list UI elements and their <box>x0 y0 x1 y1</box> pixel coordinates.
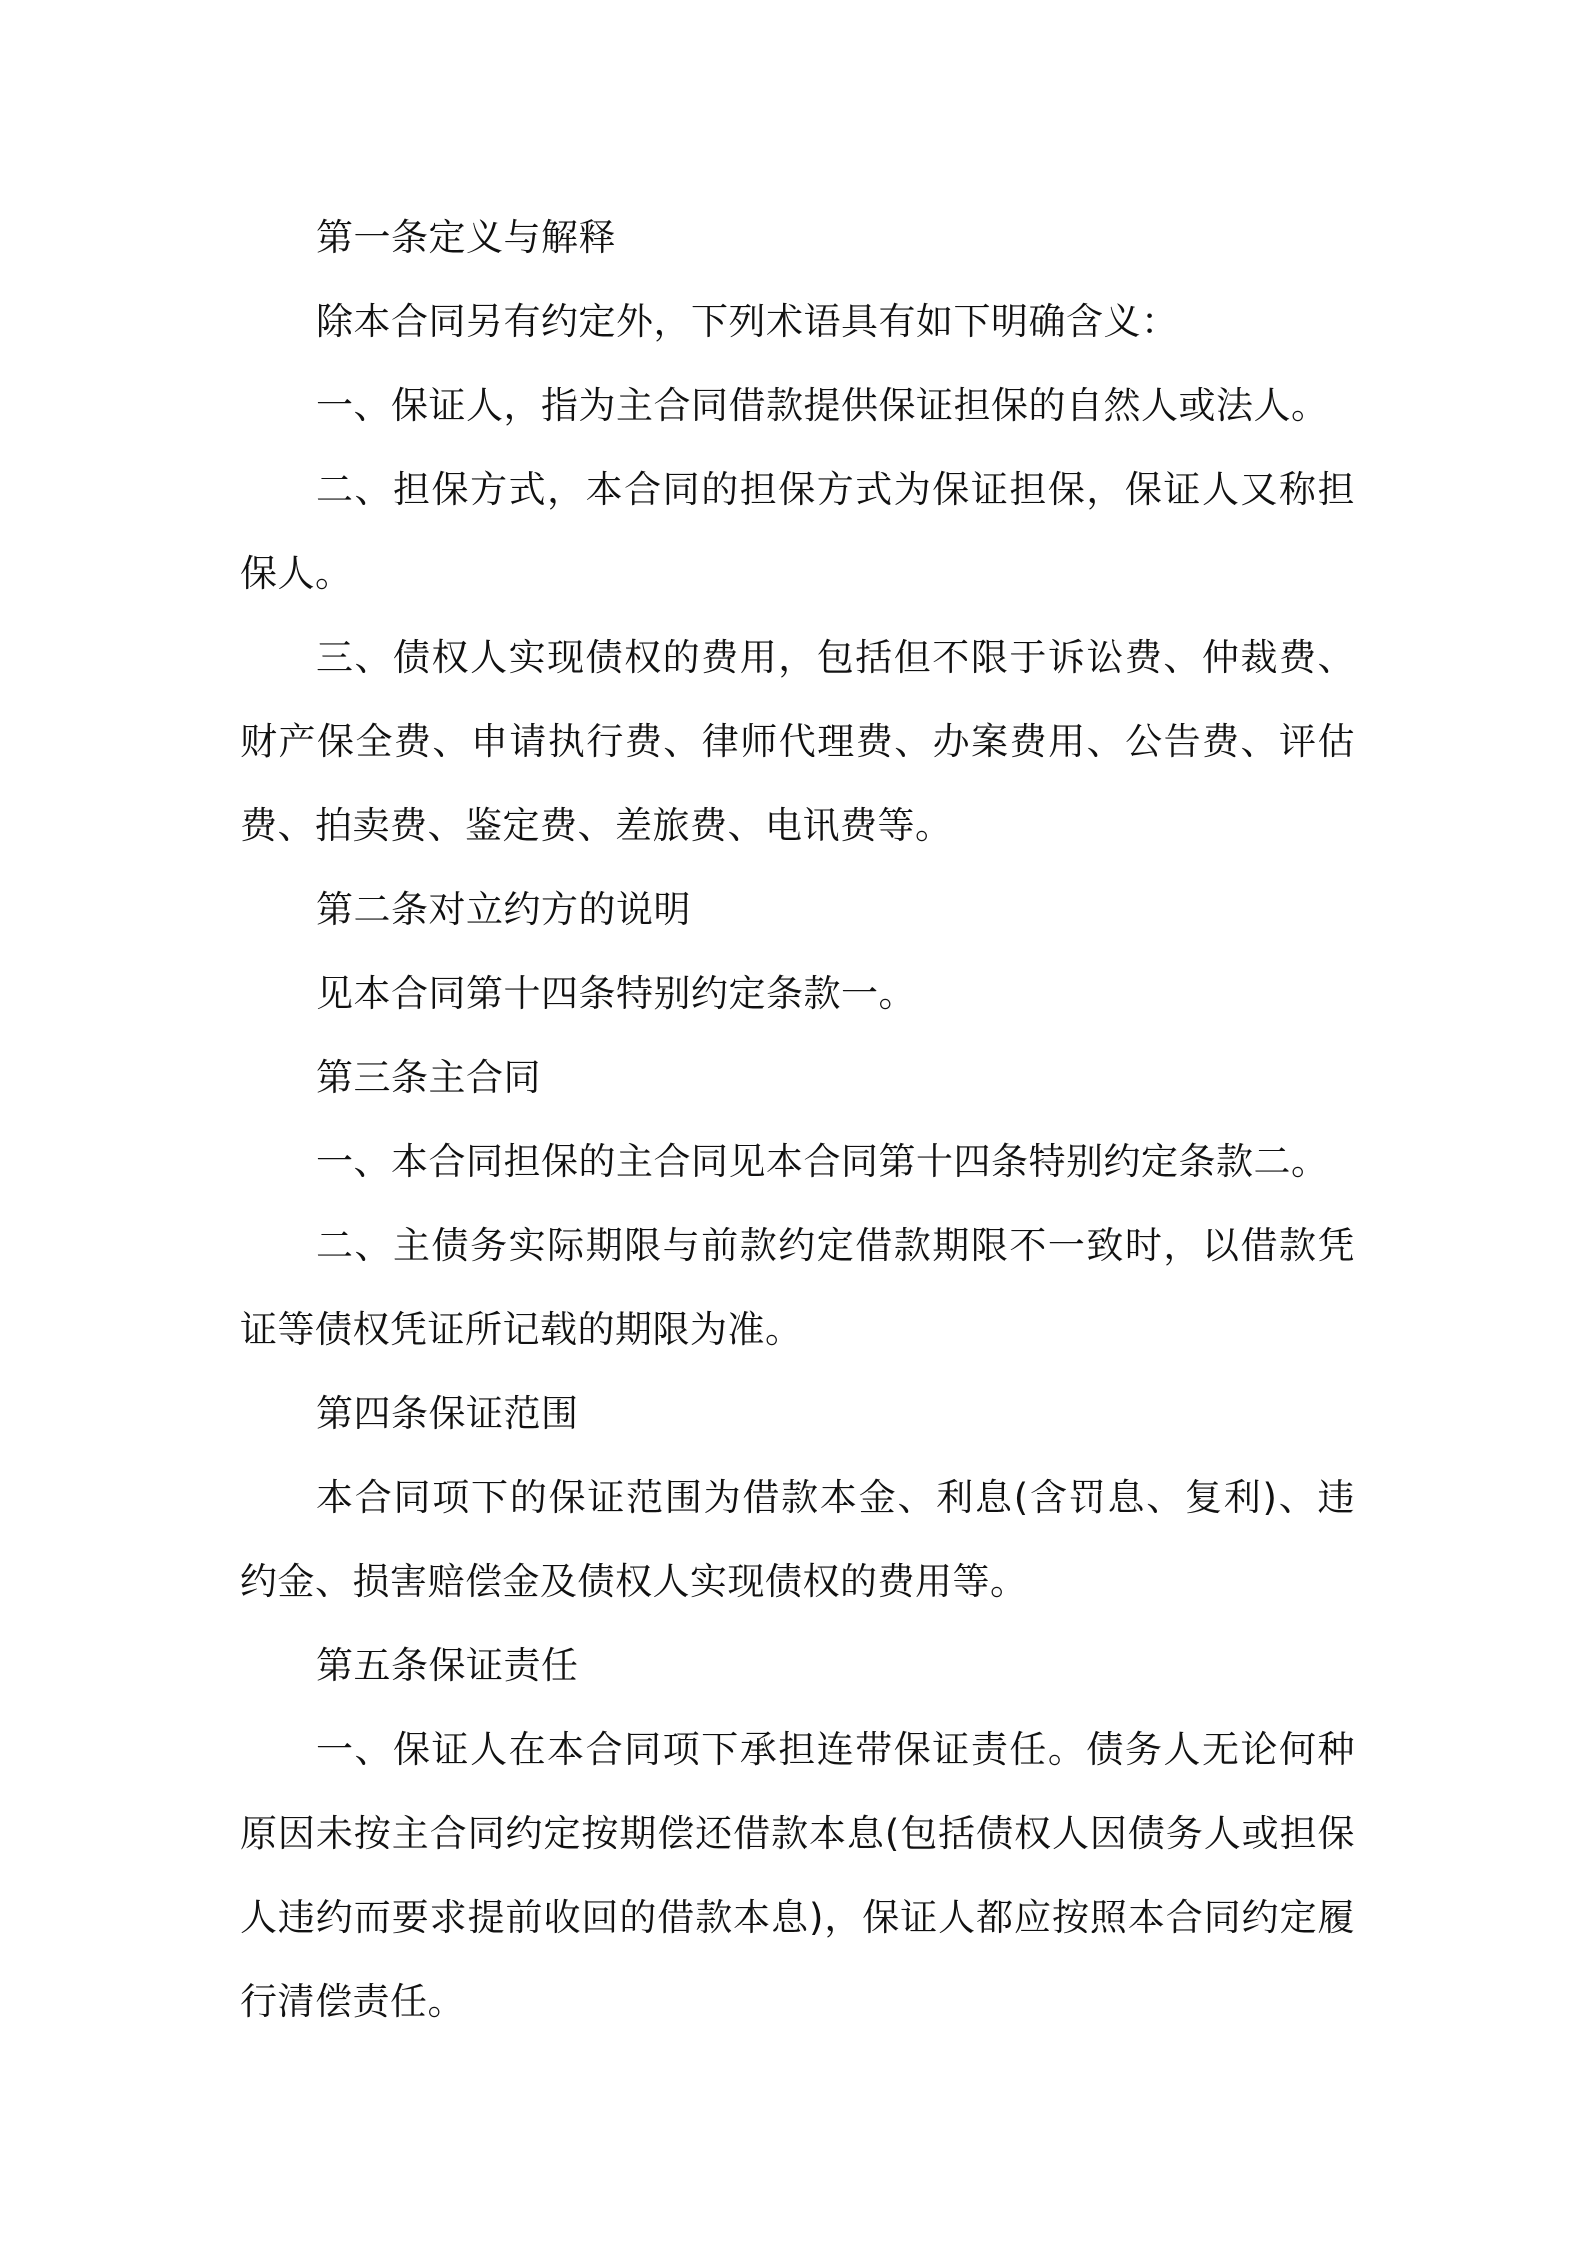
article-4-body: 本合同项下的保证范围为借款本金、利息(含罚息、复利)、违约金、损害赔偿金及债权人实现债权的费用等。 <box>240 1476 1355 1603</box>
article-3-heading: 第三条主合同 <box>316 1056 541 1099</box>
document-body <box>240 196 1355 2044</box>
article-5-heading: 第五条保证责任 <box>316 1644 579 1687</box>
article-2-heading: 第二条对立约方的说明 <box>316 888 691 931</box>
article-3-item-1: 一、本合同担保的主合同见本合同第十四条特别约定条款二。 <box>316 1140 1329 1183</box>
article-1-item-2: 二、担保方式，本合同的担保方式为保证担保，保证人又称担保人。 <box>240 468 1355 595</box>
article-4-heading: 第四条保证范围 <box>316 1392 579 1435</box>
article-1-heading: 第一条定义与解释 <box>316 216 616 259</box>
article-1-item-3: 三、债权人实现债权的费用，包括但不限于诉讼费、仲裁费、财产保全费、申请执行费、律师代理费、办案费用、公告费、评估费、拍卖费、鉴定费、差旅费、电讯费等。 <box>240 636 1355 847</box>
article-3-item-2: 二、主债务实际期限与前款约定借款期限不一致时，以借款凭证等债权凭证所记载的期限为准。 <box>240 1224 1355 1351</box>
article-1-intro: 除本合同另有约定外，下列术语具有如下明确含义： <box>316 300 1179 343</box>
article-1-item-1: 一、保证人，指为主合同借款提供保证担保的自然人或法人。 <box>316 384 1329 427</box>
article-5-item-1: 一、保证人在本合同项下承担连带保证责任。债务人无论何种原因未按主合同约定按期偿还借款本息(包括债权人因债务人或担保人违约而要求提前收回的借款本息)，保证人都应按照本合同约定履行清偿责任。 <box>240 1728 1355 2023</box>
article-2-body: 见本合同第十四条特别约定条款一。 <box>316 972 916 1015</box>
